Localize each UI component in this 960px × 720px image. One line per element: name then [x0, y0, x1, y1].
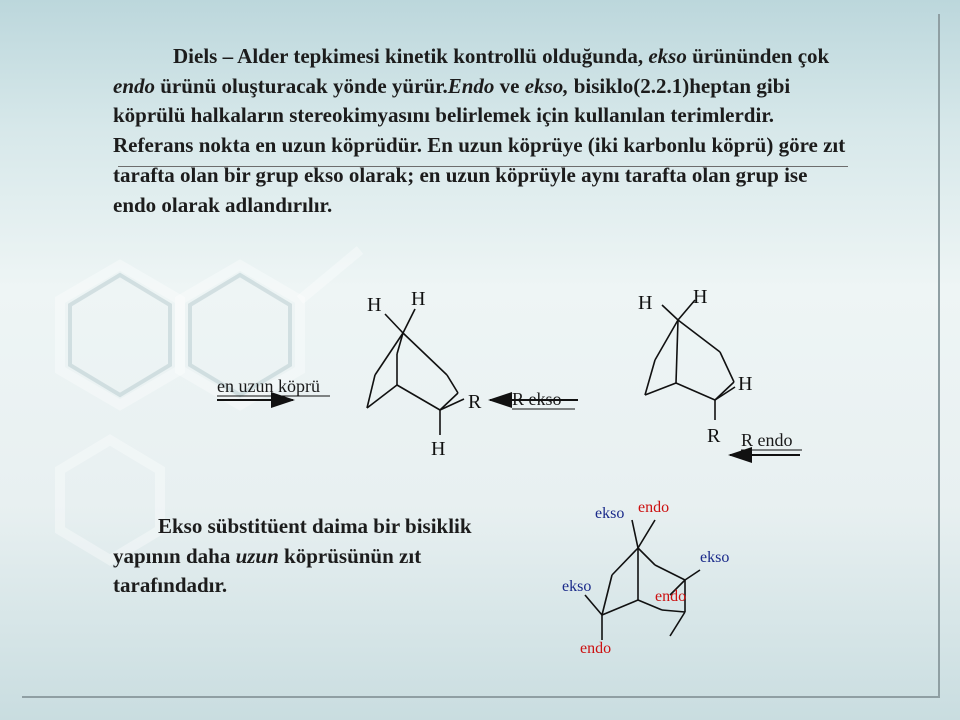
p2-text-c: köprüsünün zıt tarafındadır.	[113, 543, 422, 598]
h-label-1c: H	[431, 438, 446, 460]
p1-text-i: bisiklo(2.2.1)heptan gibi köprülü halkaların stereokimyasını belirlemek için kullanılan terimlerdir. Referans nokta en uzun köprüdür. En uzun köprüye (iki karbonlu köprü) göre zıt tarafta olan bir grup ekso olarak; en uzun köprüyle aynı tarafta olan grup ise endo olarak adlandırılır.	[113, 73, 846, 217]
r-endo-label: R endo	[741, 430, 793, 450]
ekso-label-left: ekso	[562, 578, 592, 595]
r-label-1: R	[468, 391, 482, 413]
h-label-2a: H	[638, 292, 653, 314]
ekso-label-right: ekso	[700, 549, 730, 566]
p1-text-a: Diels – Alder tepkimesi kinetik kontrollü olduğunda,	[173, 44, 649, 68]
p1-text-e: ürünü oluşturacak yönde yürür.	[155, 73, 448, 98]
endo-label-middle: endo	[655, 588, 687, 605]
endo-label-bottom: endo	[580, 640, 612, 657]
h-label-1b: H	[411, 288, 426, 310]
norbornane-endo-structure	[645, 300, 735, 420]
p1-text-d: endo	[113, 73, 155, 98]
norbornane-ekso-structure	[367, 309, 464, 435]
ekso-label-top: ekso	[595, 505, 625, 522]
p1-text-f: Endo	[447, 73, 495, 98]
p1-text-h: ekso,	[524, 73, 569, 98]
h-label-2c: H	[738, 373, 753, 395]
p1-text-g: ve	[494, 73, 525, 98]
endo-label-top: endo	[638, 499, 670, 516]
p2-text-b: uzun	[235, 543, 279, 568]
bridge-label: en uzun köprü	[217, 376, 320, 396]
r-ekso-label: R ekso	[512, 389, 562, 409]
h-label-2b: H	[693, 286, 708, 308]
h-label-1a: H	[367, 294, 382, 316]
p1-text-b: ekso	[648, 44, 687, 68]
bicyclic-labeled-structure	[585, 520, 700, 640]
r-label-2: R	[707, 425, 721, 447]
p1-text-c: ürününden çok	[686, 44, 830, 68]
p2-text-a: Ekso sübstitüent daima bir bisiklik yapının daha	[113, 514, 472, 568]
